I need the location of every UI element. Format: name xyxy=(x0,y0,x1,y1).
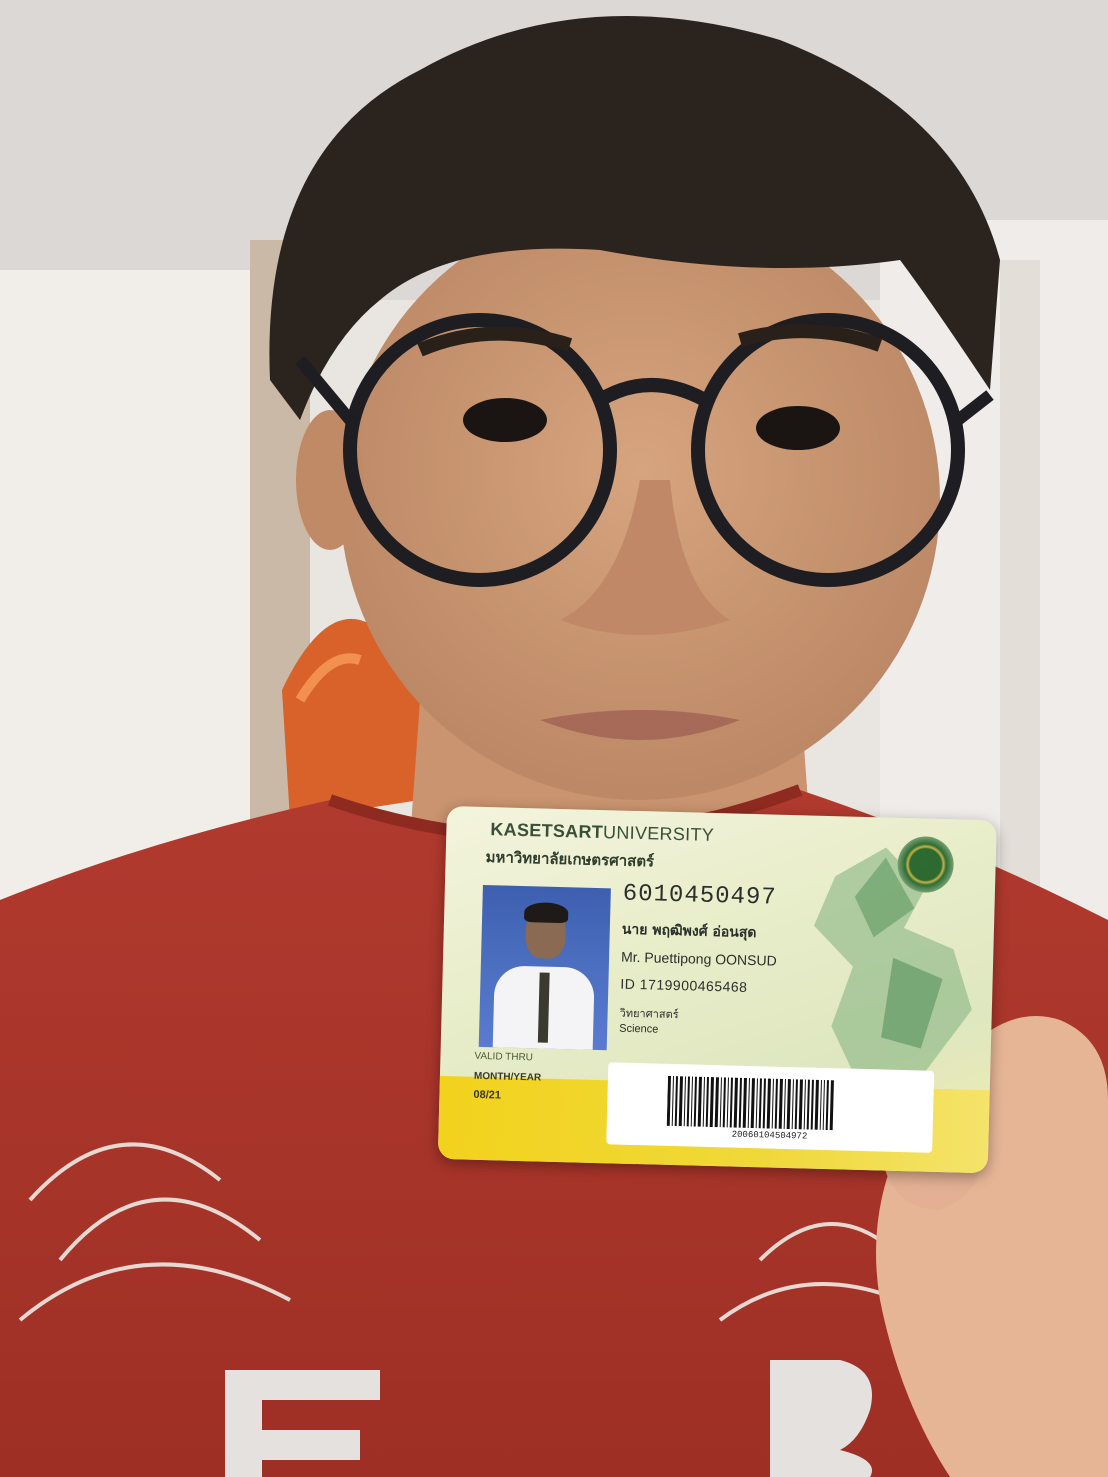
barcode-bar xyxy=(779,1079,783,1129)
barcode-bar xyxy=(811,1080,814,1130)
barcode-bar xyxy=(730,1078,733,1128)
barcode-bar xyxy=(687,1076,690,1126)
barcode-bar xyxy=(667,1076,671,1126)
barcode-bar xyxy=(720,1077,722,1127)
barcode-bar xyxy=(675,1076,678,1126)
barcode-bar xyxy=(698,1077,702,1127)
barcode-bar xyxy=(820,1080,822,1130)
barcode-bar xyxy=(739,1078,742,1128)
university-name-th: มหาวิทยาลัยเกษตรศาสตร์ xyxy=(485,848,655,871)
barcode-bar xyxy=(807,1080,810,1130)
barcode-number: 20060104504972 xyxy=(731,1129,808,1142)
barcode-bar xyxy=(763,1078,766,1128)
citizen-id: ID 1719900465468 xyxy=(620,975,748,995)
barcode-bar xyxy=(743,1078,747,1128)
barcode-bar xyxy=(715,1077,719,1127)
barcode-bar xyxy=(830,1080,834,1130)
barcode-bar xyxy=(772,1079,774,1129)
barcode-bar xyxy=(823,1080,825,1130)
barcode-bar xyxy=(792,1079,794,1129)
barcode-bar xyxy=(710,1077,714,1127)
card-dancer-watermark xyxy=(770,845,986,1100)
barcode-bar xyxy=(775,1079,778,1129)
barcode-icon xyxy=(667,1076,878,1131)
shirt-letter-b xyxy=(770,1360,872,1477)
barcode-bar xyxy=(703,1077,705,1127)
university-name-en: KASETSARTUNIVERSITY xyxy=(490,819,715,845)
barcode-bar xyxy=(723,1077,726,1127)
student-id-number: 6010450497 xyxy=(622,880,778,912)
barcode-bar xyxy=(751,1078,755,1128)
barcode-bar xyxy=(672,1076,674,1126)
barcode-bar xyxy=(804,1079,806,1129)
faculty-en: Science xyxy=(619,1022,659,1036)
eye-left xyxy=(463,398,547,442)
barcode-bar xyxy=(759,1078,762,1128)
barcode-bar xyxy=(691,1077,693,1127)
barcode-bar xyxy=(815,1080,819,1130)
barcode-bar xyxy=(734,1078,738,1128)
barcode-bar xyxy=(795,1079,798,1129)
barcode-bar xyxy=(679,1076,683,1126)
barcode-bar xyxy=(826,1080,829,1130)
barcode-bar xyxy=(787,1079,791,1129)
barcode-bar xyxy=(767,1078,771,1128)
barcode-bar xyxy=(748,1078,750,1128)
barcode-bar xyxy=(784,1079,786,1129)
barcode-bar xyxy=(694,1077,697,1127)
barcode-panel xyxy=(606,1062,934,1153)
barcode-bar xyxy=(799,1079,803,1129)
barcode-bar xyxy=(684,1076,686,1126)
student-name-en: Mr. Puettipong OONSUD xyxy=(620,948,777,969)
barcode-bar xyxy=(727,1077,729,1127)
barcode-bar xyxy=(706,1077,709,1127)
student-portrait xyxy=(479,885,611,1050)
valid-thru-label: VALID THRU xyxy=(474,1050,534,1064)
student-id-card xyxy=(438,806,997,1173)
month-year-label: MONTH/YEAR xyxy=(473,1070,542,1084)
expiry-date: 08/21 xyxy=(473,1088,502,1102)
eye-right xyxy=(756,406,840,450)
barcode-bar xyxy=(756,1078,758,1128)
faculty-th: วิทยาศาสตร์ xyxy=(619,1006,679,1022)
student-name-th: นาย พฤฒิพงศ์ อ่อนสุด xyxy=(621,921,757,942)
